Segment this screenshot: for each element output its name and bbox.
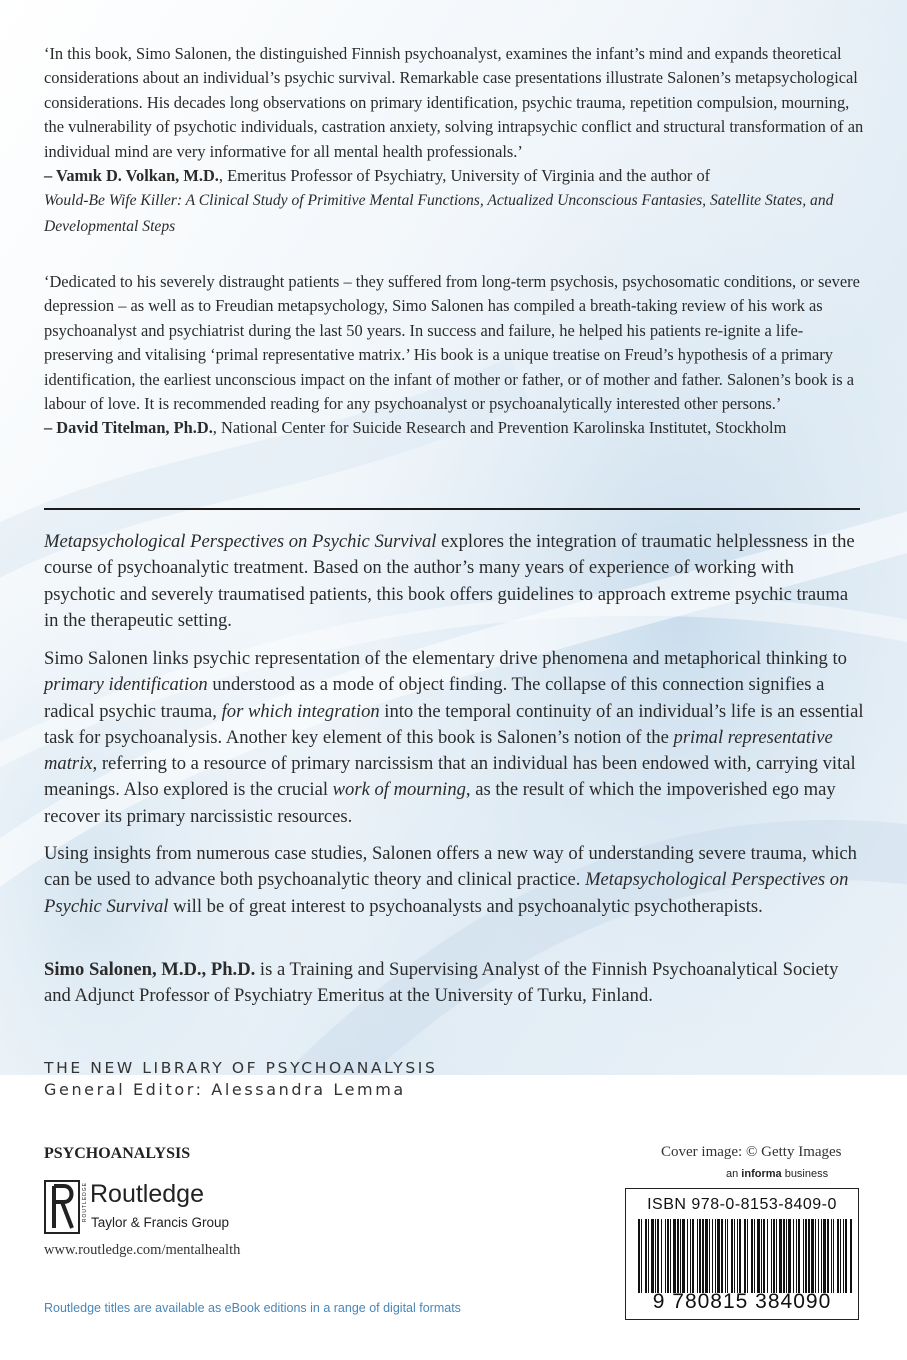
description-text: Using insights from numerous case studies, Salonen offers a new way of understanding severe trauma, which can be used to advance both psychoanalytic theory and clinical practice. xyxy=(44,843,857,891)
author-bio xyxy=(44,957,864,1010)
publisher-name: Routledge xyxy=(90,1180,204,1208)
description-text: , as the result of which the impoverished ego may recover its primary narcissistic resources. xyxy=(44,779,836,827)
routledge-vertical-text: ROUTLEDGE xyxy=(82,1182,88,1223)
endorser-name: – David Titelman, Ph.D. xyxy=(44,418,213,438)
endorsement-attribution xyxy=(44,164,864,239)
description-text: will be of great interest to psychoanalysts and psychoanalytic psychotherapists. xyxy=(168,895,763,917)
description-paragraph-1 xyxy=(44,529,864,634)
ebook-note: Routledge titles are available as eBook editions in a range of digital formats xyxy=(44,1301,461,1315)
endorsement-attribution xyxy=(44,416,864,440)
series-block xyxy=(44,1058,437,1100)
description-emphasis: for which integration xyxy=(221,700,380,722)
series-editor: General Editor: Alessandra Lemma xyxy=(44,1080,406,1099)
series-name: THE NEW LIBRARY OF PSYCHOANALYSIS xyxy=(44,1059,438,1077)
endorsement-volkan xyxy=(44,42,864,239)
informa-brand: informa xyxy=(741,1168,782,1180)
website-link[interactable]: www.routledge.com/mentalhealth xyxy=(44,1242,241,1258)
description-text: Simo Salonen links psychic representation of the elementary drive phenomena and metaphorical thinking to xyxy=(44,648,847,669)
cover-image-credit: Cover image: © Getty Images xyxy=(661,1144,842,1160)
book-title: Metapsychological Perspectives on Psychic Survival xyxy=(44,531,437,552)
description-text: explores the integration of traumatic helplessness in the course of psychoanalytic treatment. Based on the author’s many years of experience of working with psychotic and severely traumatised patients, this book offers guidelines to approach extreme psychic trauma in the therapeutic setting. xyxy=(44,531,855,631)
endorsement-quote: ‘In this book, Simo Salonen, the distinguished Finnish psychoanalyst, examines the infant’s mind and expands theoretical considerations about an individual’s psychic survival. Remarkable case presentations illustrate Salonen’s metapsychological considerations. His decades long observations on primary identification, psychic trauma, repetition compulsion, mourning, the vulnerability of psychotic individuals, castration anxiety, solving intrapsychic conflict and structural transformation of an individual mind are very informative for all mental health professionals.’ xyxy=(44,44,864,161)
barcode-digits: 9 780815 384090 xyxy=(652,1290,832,1313)
routledge-logo xyxy=(44,1180,294,1240)
endorser-book-title: Would-Be Wife Killer: A Clinical Study of Primitive Mental Functions, Actualized Unconscious Fantasies, Satellite States, and Developmental Steps xyxy=(44,192,834,235)
description-text: understood as a mode of object finding. The collapse of this connection signifies a radical psychic trauma, xyxy=(44,674,825,722)
barcode-icon xyxy=(638,1219,854,1293)
endorsement-quote: ‘Dedicated to his severely distraught patients – they suffered from long-term psychosis, psychosomatic conditions, or severe depression – as well as to Freudian metapsychology, Simo Salonen has compiled a breath-taking review of his work as psychoanalyst and psychiatrist during the last 50 years. In success and failure, he helped his patients re-ignite a life-preserving and vitalising ‘primal representative matrix.’ His book is a unique treatise on Freud’s hypothesis of a primary identification, the earliest unconscious impact on the infant of mother or father, or of mother and father. Salonen’s book is a labour of love. It is recommended reading for any psychoanalyst or psychoanalytically interested other persons.’ xyxy=(44,272,860,414)
subject-category: PSYCHOANALYSIS xyxy=(44,1145,191,1162)
publisher-group: Taylor & Francis Group xyxy=(91,1215,230,1230)
description-text: into the temporal continuity of an individual’s life is an essential task for psychoanalysis. Another key element of this book is Salonen’s notion of the xyxy=(44,700,864,748)
description-emphasis: work of mourning xyxy=(332,779,466,801)
routledge-mark-icon xyxy=(44,1180,80,1234)
barcode-panel xyxy=(625,1188,859,1320)
description-paragraph-2 xyxy=(44,646,864,830)
informa-suffix: business xyxy=(781,1168,829,1180)
author-name: Simo Salonen, M.D., Ph.D. xyxy=(44,959,256,980)
description-emphasis: primal representative matrix xyxy=(44,726,833,775)
endorser-affiliation: , Emeritus Professor of Psychiatry, University of Virginia and the author of xyxy=(218,166,711,186)
informa-tagline xyxy=(726,1168,828,1180)
informa-prefix: an xyxy=(726,1168,742,1180)
endorser-name: – Vamık D. Volkan, M.D. xyxy=(44,166,219,186)
section-divider xyxy=(44,508,860,510)
author-bio-text: is a Training and Supervising Analyst of the Finnish Psychoanalytical Society and Adjunct Professor of Psychiatry Emeritus at the University of Turku, Finland. xyxy=(44,959,839,1007)
description-text: , referring to a resource of primary narcissism that an individual has been endowed with, carrying vital meanings. Also explored is the crucial xyxy=(44,753,856,801)
endorser-affiliation: , National Center for Suicide Research and Prevention Karolinska Institutet, Stockholm xyxy=(212,418,787,438)
description-paragraph-3 xyxy=(44,841,864,920)
isbn-number: ISBN 978-0-8153-8409-0 xyxy=(647,1196,837,1213)
endorsement-titelman xyxy=(44,270,864,441)
book-title: Metapsychological Perspectives on Psychic Survival xyxy=(44,869,849,917)
description-emphasis: primary identification xyxy=(44,674,208,696)
